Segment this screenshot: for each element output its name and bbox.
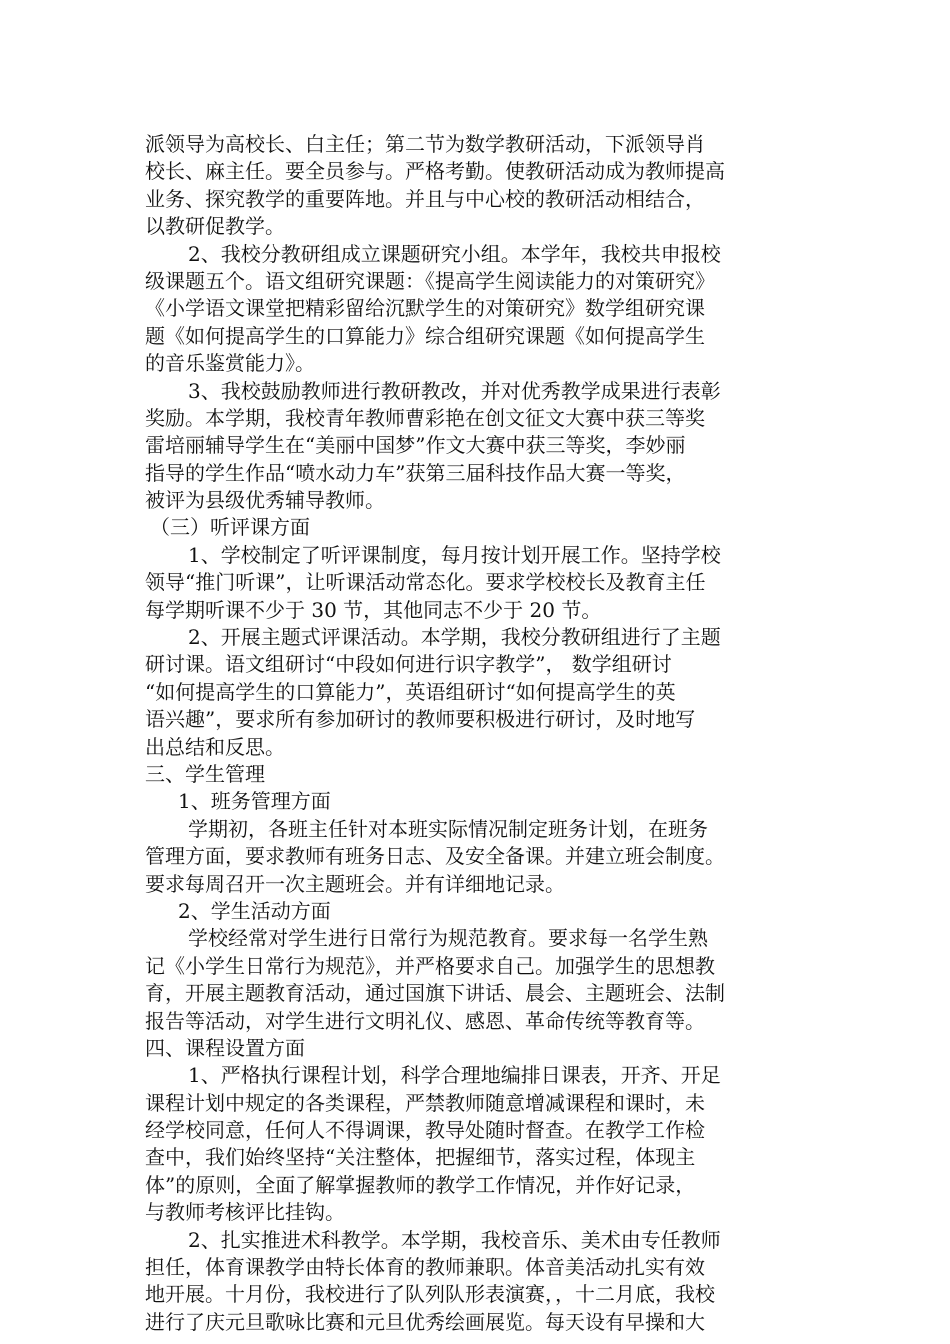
text-line: 研讨课。语文组研讨“中段如何进行识字教学”， 数学组研讨 (145, 652, 672, 677)
text-line: 报告等活动，对学生进行文明礼仪、感恩、革命传统等教育等。 (145, 1008, 705, 1033)
text-line: 学校经常对学生进行日常行为规范教育。要求每一名学生熟 (188, 926, 708, 951)
text-line: 三、学生管理 (145, 761, 265, 786)
text-line: 1、严格执行课程计划，科学合理地编排日课表，开齐、开足 (188, 1063, 721, 1088)
text-line: 以教研促教学。 (145, 214, 285, 239)
text-line: 四、课程设置方面 (145, 1035, 305, 1060)
text-line: 与教师考核评比挂钩。 (145, 1200, 345, 1225)
text-line: 级课题五个。语文组研究课题：《提高学生阅读能力的对策研究》 (145, 268, 715, 293)
text-line: 查中，我们始终坚持“关注整体，把握细节，落实过程，体现主 (145, 1145, 696, 1170)
text-line: 语兴趣”，要求所有参加研讨的教师要积极进行研讨，及时地写 (145, 707, 696, 732)
text-line: 学期初，各班主任针对本班实际情况制定班务计划，在班务 (188, 816, 708, 841)
text-line: 奖励。本学期，我校青年教师曹彩艳在创文征文大赛中获三等奖 (145, 405, 705, 430)
text-line: 2、扎实推进术科教学。本学期，我校音乐、美术由专任教师 (188, 1227, 721, 1252)
text-line: 育，开展主题教育活动，通过国旗下讲话、晨会、主题班会、法制 (145, 981, 725, 1006)
text-line: 2、我校分教研组成立课题研究小组。本学年，我校共申报校 (188, 241, 721, 266)
text-line: 管理方面，要求教师有班务日志、及安全备课。并建立班会制度。 (145, 844, 725, 869)
text-line: 地开展。十月份，我校进行了队列队形表演赛，，十二月底，我校 (145, 1282, 715, 1307)
text-line: 的音乐鉴赏能力》。 (145, 351, 315, 376)
text-line: 经学校同意，任何人不得调课，教导处随时督查。在教学工作检 (145, 1118, 705, 1143)
text-line: “如何提高学生的口算能力”，英语组研讨“如何提高学生的英 (145, 679, 676, 704)
text-line: 业务、探究教学的重要阵地。并且与中心校的教研活动相结合， (145, 186, 705, 211)
text-line: 3、我校鼓励教师进行教研教改，并对优秀教学成果进行表彰 (188, 378, 721, 403)
text-line: 领导“推门听课”，让听课活动常态化。要求学校校长及教育主任 (145, 570, 706, 595)
text-line: 校长、麻主任。要全员参与。严格考勤。使教研活动成为教师提高 (145, 159, 725, 184)
text-line: 雷培丽辅导学生在“美丽中国梦”作文大赛中获三等奖，李妙丽 (145, 433, 686, 458)
text-line: 2、学生活动方面 (178, 898, 331, 923)
document-body (145, 131, 815, 1336)
text-line: 记《小学生日常行为规范》，并严格要求自己。加强学生的思想教 (145, 953, 715, 978)
text-line: 被评为县级优秀辅导教师。 (145, 488, 385, 513)
text-line: 课程计划中规定的各类课程，严禁教师随意增减课程和课时，未 (145, 1090, 705, 1115)
text-line: 题《如何提高学生的口算能力》综合组研究课题《如何提高学生 (145, 323, 705, 348)
text-line: 1、班务管理方面 (178, 789, 331, 814)
text-line: 指导的学生作品“喷水动力车”获第三届科技作品大赛一等奖， (145, 460, 686, 485)
text-line: 每学期听课不少于 30 节，其他同志不少于 20 节。 (145, 597, 602, 622)
text-line: 担任，体育课教学由特长体育的教师兼职。体音美活动扎实有效 (145, 1255, 705, 1280)
text-line: 出总结和反思。 (145, 734, 285, 759)
text-line: 1、学校制定了听评课制度，每月按计划开展工作。坚持学校 (188, 542, 721, 567)
text-line: 进行了庆元旦歌咏比赛和元旦优秀绘画展览。每天设有早操和大 (145, 1309, 705, 1334)
text-line: 2、开展主题式评课活动。本学期，我校分教研组进行了主题 (188, 625, 721, 650)
text-line: 体”的原则，全面了解掌握教师的教学工作情况，并作好记录， (145, 1172, 696, 1197)
text-line: 《小学语文课堂把精彩留给沉默学生的对策研究》数学组研究课 (145, 296, 705, 321)
text-line: 派领导为高校长、白主任；第二节为数学教研活动，下派领导肖 (145, 132, 705, 156)
text-line: 要求每周召开一次主题班会。并有详细地记录。 (145, 871, 565, 896)
text-line: （三）听评课方面 (150, 515, 310, 540)
